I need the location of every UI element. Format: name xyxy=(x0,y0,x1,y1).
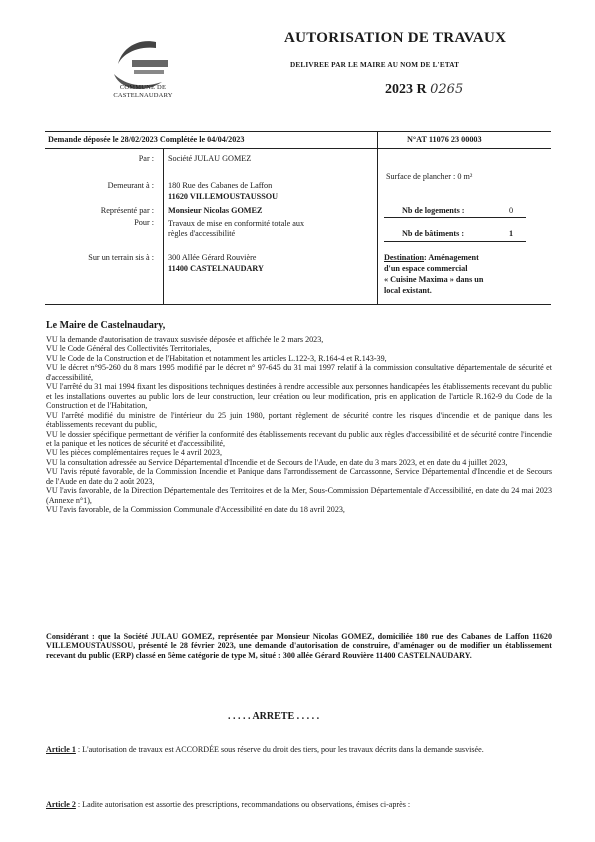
vu-item: VU les pièces complémentaires reçues le 4 avril 2023, xyxy=(46,448,222,458)
demeurant-line2: 11620 VILLEMOUSTAUSSOU xyxy=(168,192,279,201)
box-label-divider xyxy=(163,148,164,304)
vu-item: VU la demande d'autorisation de travaux susvisée déposée et affichée le 2 mars 2023, xyxy=(46,335,324,344)
demeurant-line1: 180 Rue des Cabanes de Laffon xyxy=(168,181,273,190)
represente-label: Représenté par : xyxy=(100,206,154,215)
vu-item: VU le Code Général des Collectivités Territoriales, xyxy=(46,344,212,354)
vu-item: VU l'arrêté du 31 mai 1994 fixant les dispositions techniques destinées à rendre accessible aux personnes handicapées les établissements recevant du public et les installations ouvertes au public lors de leur construction, leur création ou leur modification, pris en application de l'article R.162-9 du Code de la Construction et de l'Habitation, xyxy=(46,382,552,411)
batiments-value: 1 xyxy=(509,229,514,238)
vu-item: VU la consultation adressée au Service Départemental d'Incendie et de Secours de l'Aude, en date du 3 mars 2023, et en date du 4 juillet 2023, xyxy=(46,457,508,467)
commune-line2: CASTELNAUDARY xyxy=(113,92,173,99)
logements-label: Nb de logements : xyxy=(402,206,465,215)
vu-item: VU le dossier spécifique permettant de vérifier la conformité des établissements recevant du public aux règles d'accessibilité et de sécurité contre l'incendie et la panique et les notices de sécurité et d'accessibilité, xyxy=(46,429,552,448)
document-subtitle: DELIVREE PAR LE MAIRE AU NOM DE L'ETAT xyxy=(290,61,460,69)
box-header-rule xyxy=(45,148,551,149)
box-top-rule xyxy=(45,131,551,132)
destination-line3: « Cuisine Maxima » dans un xyxy=(384,275,484,284)
box-right-divider xyxy=(377,148,378,304)
permit-handwritten-number: 0265 xyxy=(430,82,464,97)
vu-item: VU le décret n°95-260 du 8 mars 1995 modifié par le décret n° 97-645 du 31 mai 1997 relatif à la commission consultative départementale de sécurité et d'accessibilité, xyxy=(46,363,552,382)
vu-item: VU le Code de la Construction et de l'Habitation et notamment les articles L.122-3, R.164-4 et R.143-39, xyxy=(46,353,387,363)
vu-item: VU l'avis favorable, de la Commission Communale d'Accessibilité en date du 18 avril 2023, xyxy=(46,505,345,515)
vu-item: VU l'avis réputé favorable, de la Commission Incendie et Panique dans l'arrondissement de Carcassonne, Service Départemental d'Incendie et de Secours de l'Aude en date du 2 août 2023, xyxy=(46,467,552,486)
logo-bar xyxy=(132,60,168,67)
considerant-paragraph: Considérant : que la Société JULAU GOMEZ, représentée par Monsieur Nicolas GOMEZ, domiciliée 180 rue des Cabanes de Laffon 11620 VILLEMOUSTAUSSOU, présenté le 28 février 2023, une demande d'autorisation de construire, d'aménager ou de modifier un établissement recevant du public (ERP) classé en 5ème catégorie de type M, situé : 300 allée Gérard Rouvière 11400 CASTELNAUDARY. xyxy=(46,632,552,660)
article-1-label: Article 1 xyxy=(46,745,76,754)
vu-item: VU l'arrêté modifié du ministre de l'intérieur du 25 juin 1980, portant règlement de sécurité contre les risques d'incendie et de panique dans les établissements recevant du public, xyxy=(46,410,552,430)
permit-number xyxy=(385,82,463,98)
destination-line1: : Aménagement xyxy=(424,253,479,262)
destination-line2: d'un espace commercial xyxy=(384,264,468,273)
commune-name xyxy=(108,84,178,100)
demande-dates: Demande déposée le 28/02/2023 Complétée le 04/04/2023 xyxy=(48,135,245,144)
destination-label: Destination xyxy=(384,253,425,262)
destination xyxy=(384,253,479,263)
at-number: N°AT 11076 23 00003 xyxy=(407,135,482,144)
surface-plancher: Surface de plancher : 0 m² xyxy=(386,172,473,181)
logements-rule xyxy=(384,217,526,218)
terrain-line2: 11400 CASTELNAUDARY xyxy=(168,264,264,273)
box-bottom-rule xyxy=(45,304,551,305)
terrain-label: Sur un terrain sis à : xyxy=(88,253,154,262)
logements-value: 0 xyxy=(509,206,514,215)
represente-value: Monsieur Nicolas GOMEZ xyxy=(168,206,263,215)
pour-line1: Travaux de mise en conformité totale aux xyxy=(168,219,305,228)
article-1 xyxy=(46,745,552,754)
article-2 xyxy=(46,800,552,809)
box-divider xyxy=(377,131,378,148)
article-2-label: Article 2 xyxy=(46,800,76,809)
vu-list xyxy=(46,335,552,515)
par-label: Par : xyxy=(138,154,154,163)
maire-heading: Le Maire de Castelnaudary, xyxy=(46,320,166,331)
par-value: Société JULAU GOMEZ xyxy=(168,154,252,163)
demeurant-label: Demeurant à : xyxy=(107,181,154,190)
vu-item: VU l'avis favorable, de la Direction Départementale des Territoires et de la Mer, Sous-Commission Départementale d'Accessibilité, en date du 24 mai 2023 (Annexe n°1), xyxy=(46,486,552,505)
batiments-label: Nb de bâtiments : xyxy=(402,229,465,238)
pour-line2: règles d'accessibilité xyxy=(168,229,236,238)
commune-line1: COMMUNE DE xyxy=(119,84,167,91)
article-1-text: : L'autorisation de travaux est ACCORDÉE sous réserve du droit des tiers, pour les travaux décrits dans la demande susvisée. xyxy=(75,745,484,754)
batiments-rule xyxy=(384,241,526,242)
permit-prefix: 2023 R xyxy=(385,82,427,97)
arrete-heading: . . . . . ARRETE . . . . . xyxy=(228,711,320,722)
pour-label: Pour : xyxy=(134,218,154,227)
article-2-text: : Ladite autorisation est assortie des prescriptions, recommandations ou observations, émises ci-après : xyxy=(75,800,411,809)
document-title: AUTORISATION DE TRAVAUX xyxy=(284,30,507,46)
terrain-line1: 300 Allée Gérard Rouvière xyxy=(168,253,257,262)
destination-line4: local existant. xyxy=(384,286,432,295)
